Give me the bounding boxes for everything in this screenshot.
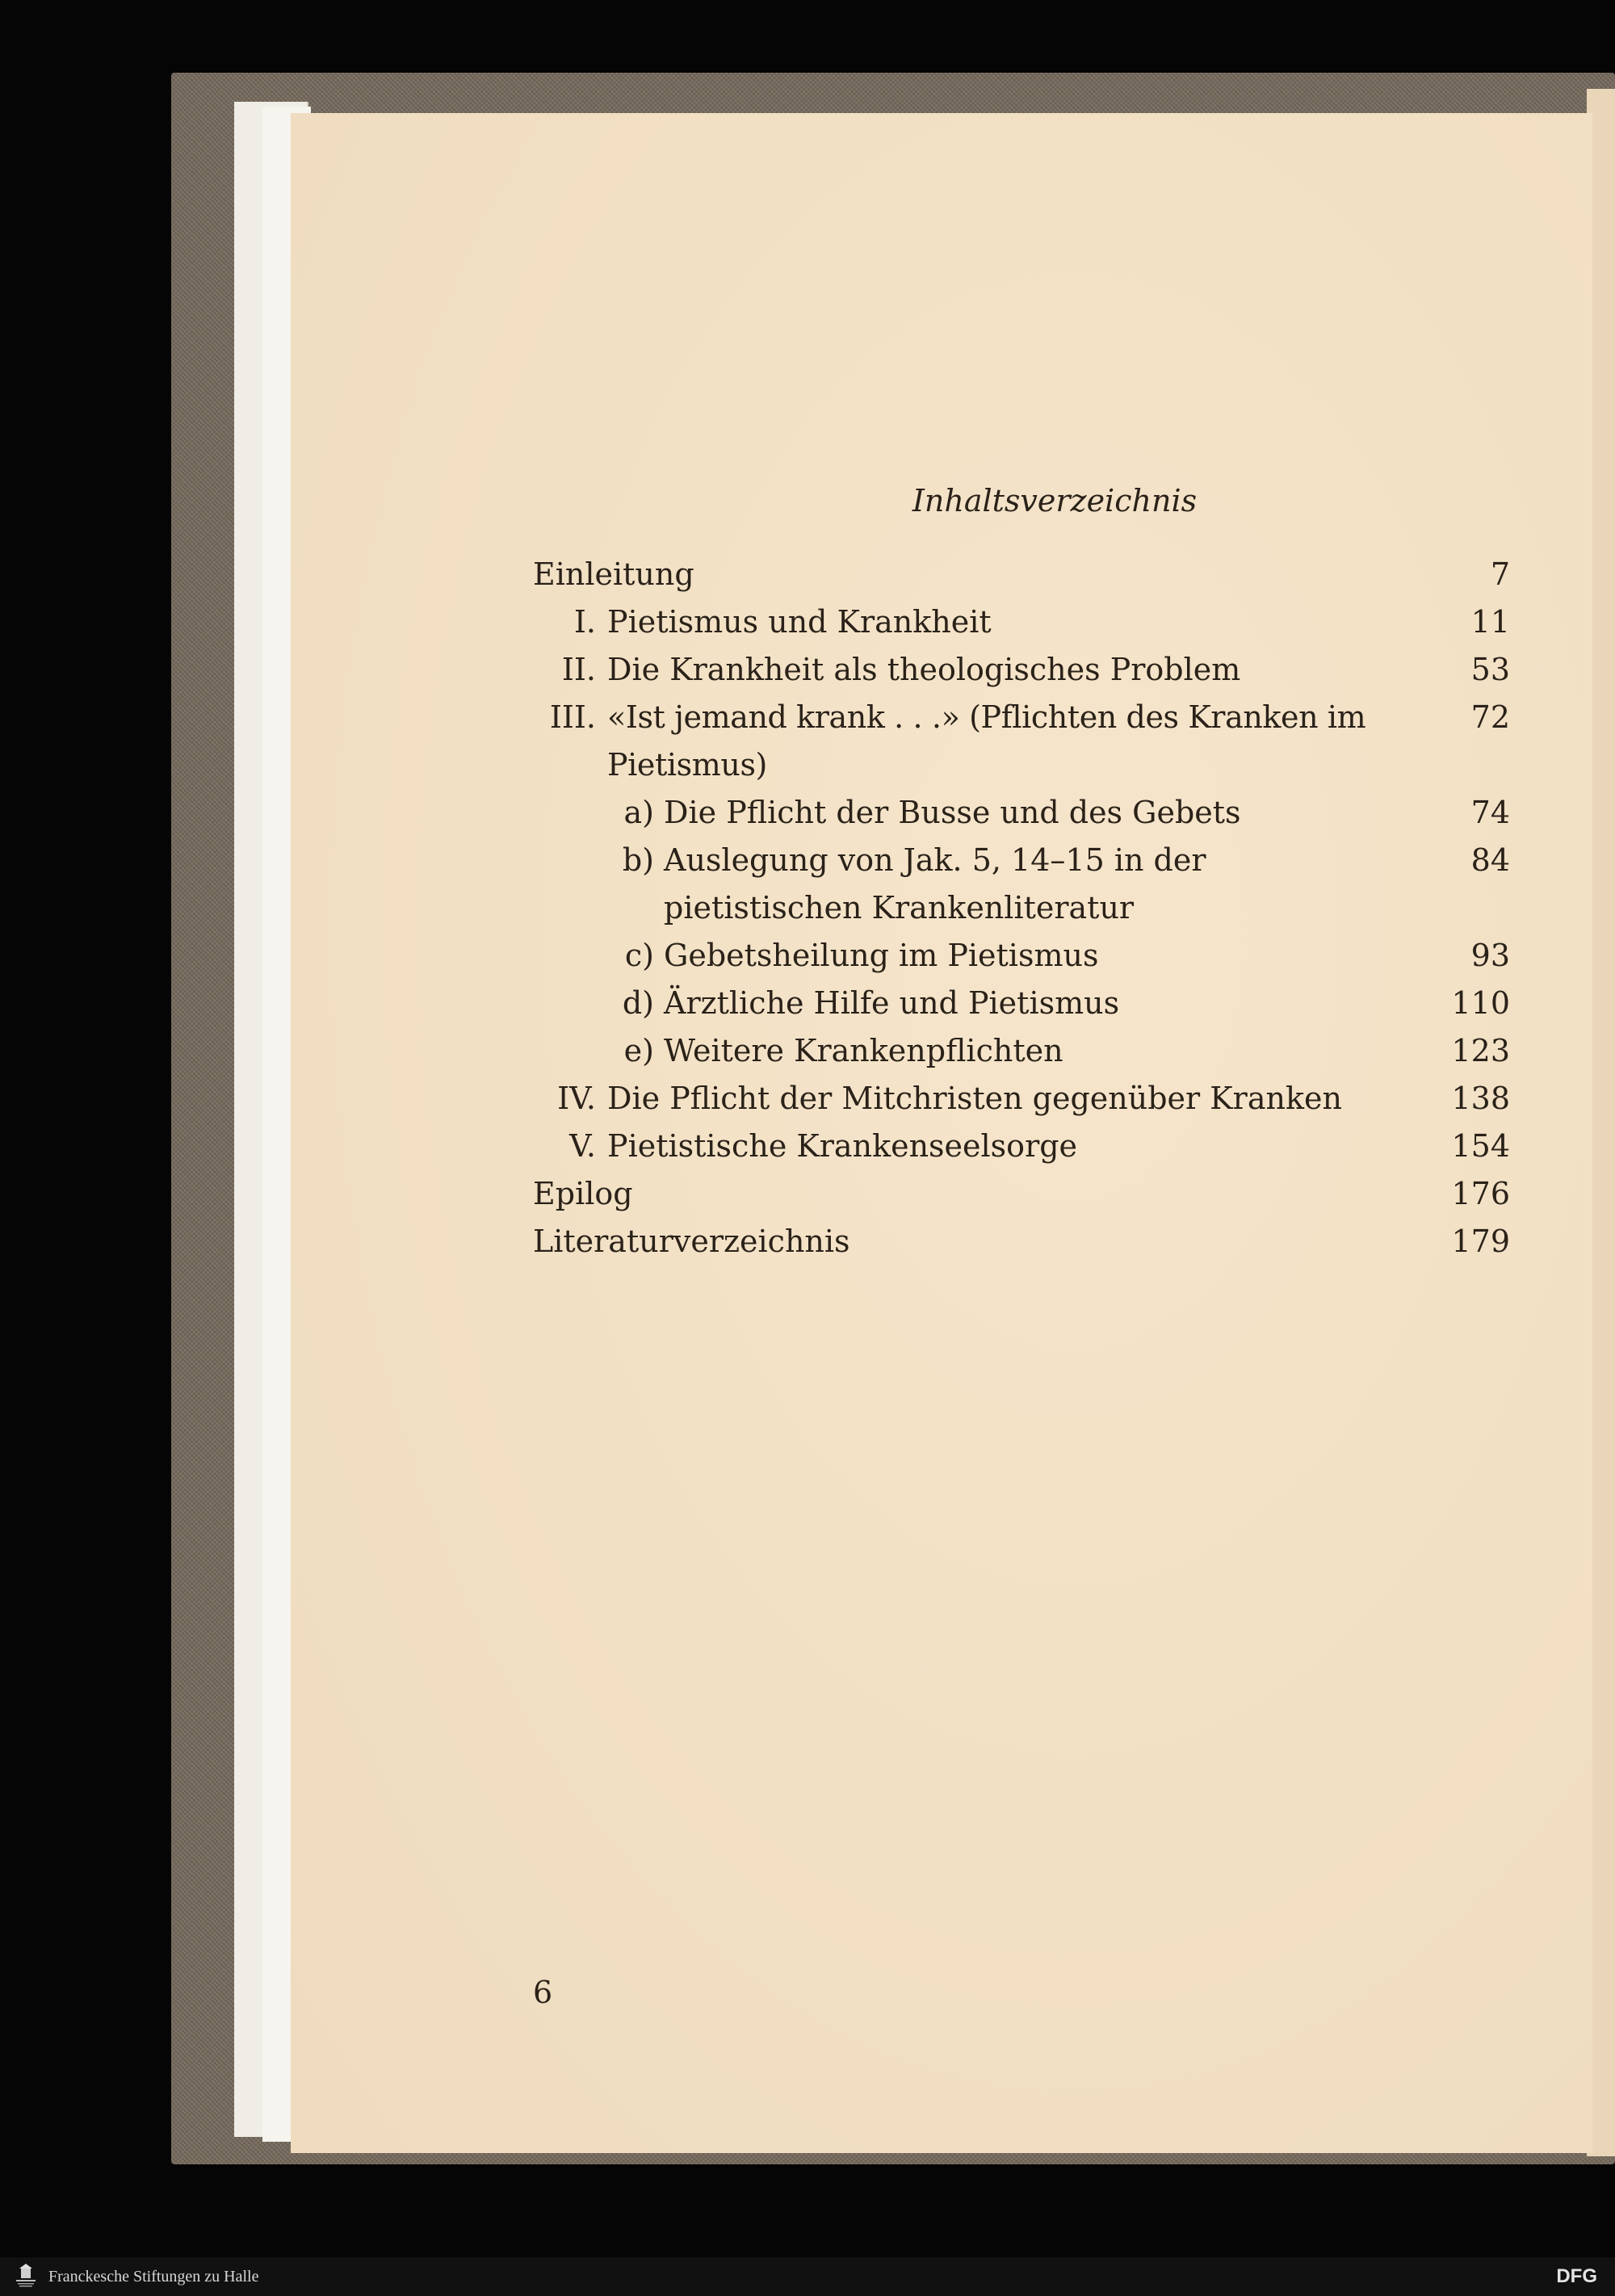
toc-entry-number: b) — [622, 842, 654, 878]
toc-entry-label: «Ist jemand krank . . .» (Pflichten des Kranken im Pietismus) — [607, 699, 1366, 783]
toc-entry-page: 11 — [1470, 604, 1510, 640]
institution-name: Franckesche Stiftungen zu Halle — [48, 2268, 259, 2286]
table-of-contents — [533, 551, 1510, 1266]
toc-entry-section-a — [533, 789, 1510, 837]
toc-entry-section-d — [533, 980, 1510, 1027]
toc-entry-label: Pietismus und Krankheit — [607, 604, 992, 640]
toc-entry-section-c — [533, 932, 1510, 980]
toc-entry-label-continuation: pietistischen Krankenliteratur — [664, 890, 1135, 926]
toc-entry-chapter-2 — [533, 646, 1510, 694]
toc-entry-label: Ärztliche Hilfe und Pietismus — [664, 985, 1120, 1021]
toc-entry-chapter-4 — [533, 1075, 1510, 1123]
toc-entry-label: Gebetsheilung im Pietismus — [664, 938, 1099, 973]
toc-entry-label: Die Pflicht der Mitchristen gegenüber Kranken — [607, 1081, 1342, 1116]
toc-entry-page: 154 — [1451, 1128, 1510, 1164]
toc-entry-number: III. — [549, 699, 596, 735]
toc-entry-number: d) — [622, 985, 654, 1021]
toc-entry-chapter-1 — [533, 598, 1510, 646]
dfg-logo: DFG — [1556, 2265, 1597, 2287]
toc-entry-section-b-continuation — [533, 884, 1615, 932]
toc-entry-number: I. — [573, 604, 596, 640]
toc-entry-section-b — [533, 837, 1510, 884]
toc-entry-chapter-5 — [533, 1123, 1510, 1170]
toc-entry-label: Literaturverzeichnis — [533, 1224, 850, 1259]
toc-entry-page: 53 — [1470, 652, 1510, 687]
toc-entry-number: II. — [561, 652, 596, 687]
toc-title: Inhaltsverzeichnis — [912, 483, 1198, 518]
toc-entry-label: Die Krankheit als theologisches Problem — [607, 652, 1241, 687]
toc-entry-page: 72 — [1470, 699, 1510, 735]
toc-entry-label: Pietistische Krankenseelsorge — [607, 1128, 1078, 1164]
toc-entry-label: Epilog — [533, 1176, 633, 1211]
toc-entry-page: 179 — [1451, 1224, 1510, 1259]
toc-entry-page: 7 — [1490, 556, 1510, 592]
toc-entry-section-e — [533, 1027, 1510, 1075]
toc-entry-page: 176 — [1451, 1176, 1510, 1211]
toc-entry-literaturverzeichnis — [533, 1218, 1510, 1266]
toc-entry-epilog — [533, 1170, 1510, 1218]
toc-entry-page: 93 — [1470, 938, 1510, 973]
francke-foundation-logo-icon — [13, 2264, 39, 2290]
viewer-footer — [0, 2257, 1615, 2296]
toc-entry-label: Auslegung von Jak. 5, 14–15 in der — [664, 842, 1206, 878]
toc-entry-page: 74 — [1470, 795, 1510, 830]
toc-entry-label: Einleitung — [533, 556, 694, 592]
toc-entry-einleitung — [533, 551, 1510, 598]
toc-entry-page: 84 — [1470, 842, 1510, 878]
toc-entry-page: 123 — [1451, 1033, 1510, 1068]
toc-entry-chapter-3 — [533, 694, 1510, 789]
toc-entry-number: IV. — [557, 1081, 596, 1116]
toc-entry-page: 138 — [1451, 1081, 1510, 1116]
toc-entry-number: e) — [623, 1033, 654, 1068]
toc-entry-page: 110 — [1451, 985, 1510, 1021]
toc-entry-number: V. — [569, 1128, 596, 1164]
book-page — [291, 113, 1592, 2153]
toc-entry-label: Die Pflicht der Busse und des Gebets — [664, 795, 1241, 830]
toc-entry-number: c) — [624, 938, 654, 973]
page-number: 6 — [533, 1975, 553, 2010]
toc-entry-number: a) — [623, 795, 654, 830]
toc-entry-label: Weitere Krankenpflichten — [664, 1033, 1063, 1068]
